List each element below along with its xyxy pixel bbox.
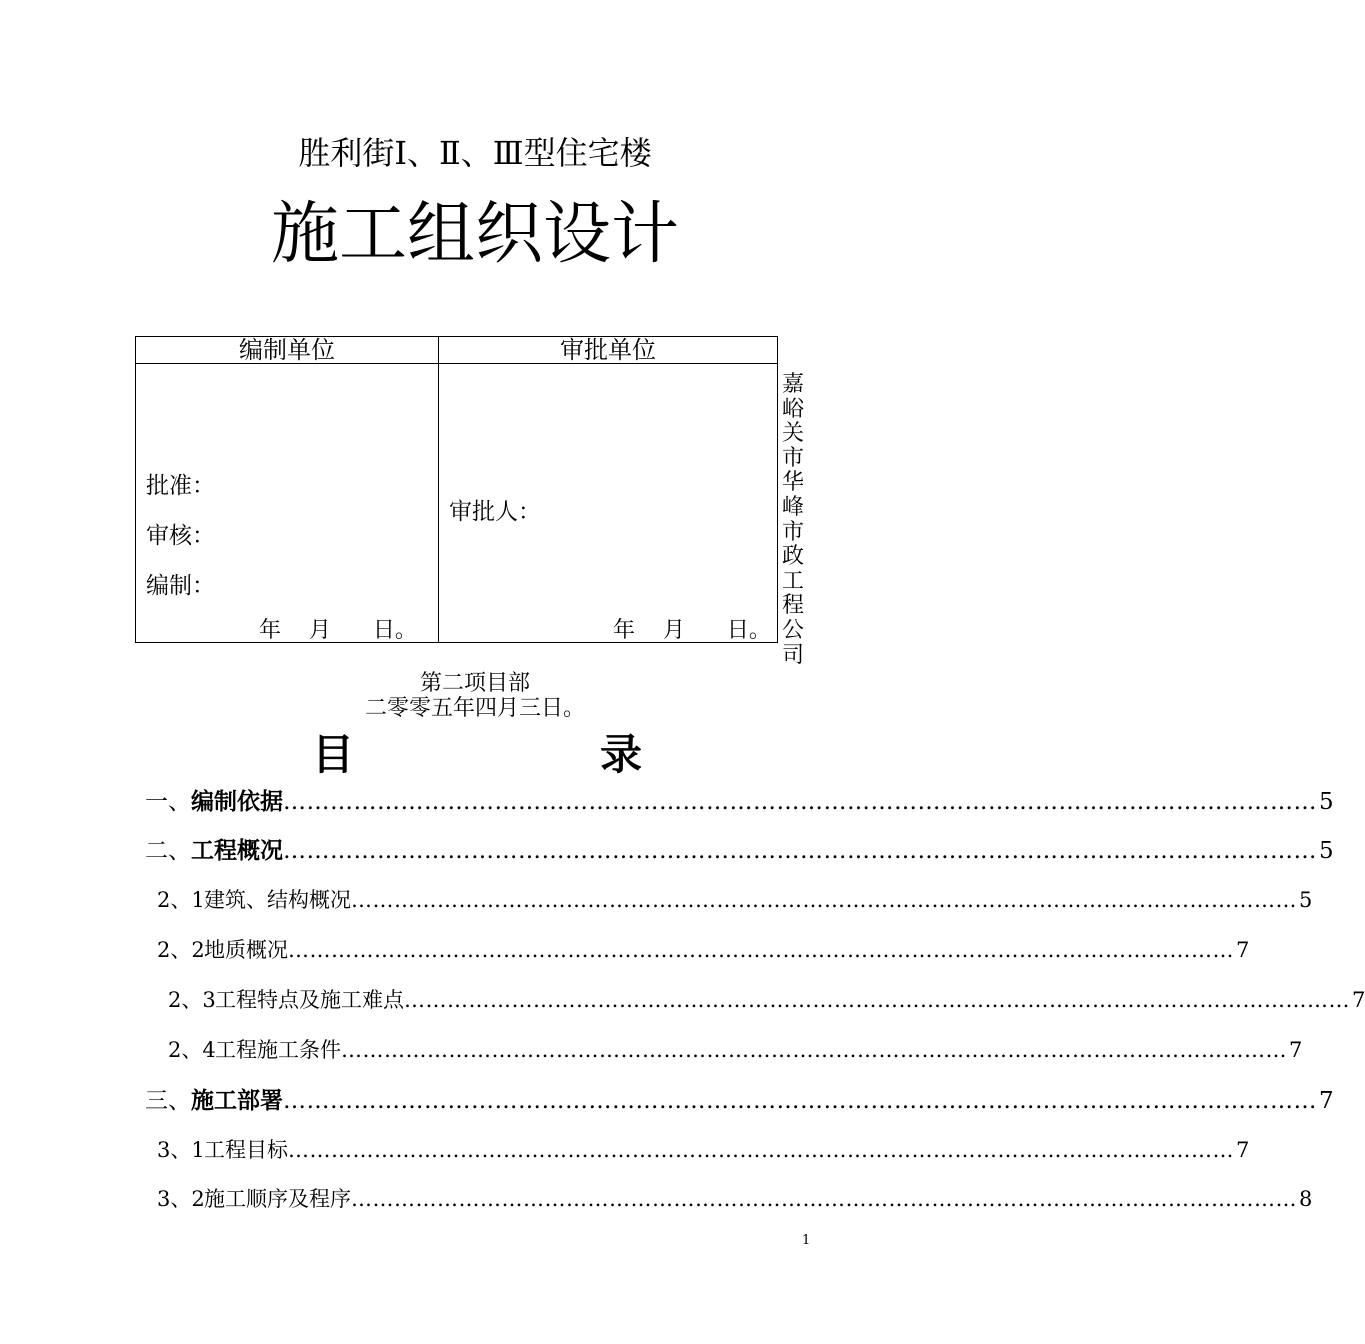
approver-label: 审批人： <box>449 499 541 525</box>
toc-item-title: 工程概况 <box>191 838 283 864</box>
toc-leader-dots: …………………………………………………………………………………………………………………… <box>351 888 1297 912</box>
toc-item-number: 2、1 <box>157 888 205 912</box>
toc-item-title: 工程特点及施工难点 <box>215 988 404 1012</box>
toc-heading-left: 目 <box>312 730 355 779</box>
page-number: 1 <box>802 1233 811 1248</box>
toc-leader-dots: …………………………………………………………………………………………………………………… <box>341 1038 1287 1062</box>
toc-item[interactable] <box>168 984 1365 1014</box>
approve-label: 批准： <box>146 473 215 499</box>
document-subtitle: 胜利街Ⅰ、Ⅱ、Ⅲ型住宅楼 <box>298 134 652 172</box>
toc-leader-dots: …………………………………………………………………………………………………………………… <box>283 1088 1317 1114</box>
approve-date: 年 月 日。 <box>613 618 771 643</box>
toc-item-title: 施工部署 <box>191 1088 283 1114</box>
compile-date: 年 月 日。 <box>259 618 417 643</box>
toc-item-title: 工程目标 <box>204 1138 288 1162</box>
toc-item[interactable] <box>145 783 1334 816</box>
toc-item-number: 三、 <box>145 1088 191 1114</box>
review-label: 审核： <box>146 523 215 549</box>
toc-item-title: 建筑、结构概况 <box>204 888 351 912</box>
toc-item[interactable] <box>145 1082 1334 1115</box>
toc-item-number: 3、2 <box>157 1187 205 1211</box>
toc-item-number: 3、1 <box>157 1138 205 1162</box>
toc-item-page: 5 <box>1319 838 1334 864</box>
toc-item-number: 一、 <box>145 789 191 815</box>
toc-item-page: 7 <box>1289 1038 1303 1062</box>
toc-item[interactable] <box>157 884 1313 914</box>
toc-item-title: 地质概况 <box>204 938 288 962</box>
toc-item-page: 8 <box>1299 1187 1313 1211</box>
approving-unit-header: 审批单位 <box>439 337 778 364</box>
toc-leader-dots: …………………………………………………………………………………………………………………… <box>283 789 1317 815</box>
toc-item-title: 工程施工条件 <box>215 1038 341 1062</box>
compiling-unit-cell <box>136 364 439 643</box>
compile-label: 编制： <box>146 573 215 599</box>
toc-item[interactable] <box>157 1134 1250 1164</box>
approving-unit-cell <box>439 364 778 643</box>
toc-item[interactable] <box>168 1034 1303 1064</box>
toc-item-title: 编制依据 <box>191 789 283 815</box>
toc-item-page: 7 <box>1319 1088 1334 1114</box>
toc-item-number: 2、4 <box>168 1038 216 1062</box>
toc-item-number: 二、 <box>145 838 191 864</box>
company-name-vertical: 嘉峪关市华峰市政工程公司 <box>782 372 805 668</box>
toc-item-number: 2、2 <box>157 938 205 962</box>
toc-item-number: 2、3 <box>168 988 216 1012</box>
toc-leader-dots: …………………………………………………………………………………………………………………… <box>288 1138 1234 1162</box>
toc-item-page: 7 <box>1352 988 1365 1012</box>
toc-item-page: 5 <box>1319 789 1334 815</box>
document-title: 施工组织设计 <box>270 195 679 274</box>
toc-item[interactable] <box>157 934 1250 964</box>
document-date: 二零零五年四月三日。 <box>364 696 585 721</box>
toc-item[interactable] <box>145 832 1334 865</box>
toc-leader-dots: …………………………………………………………………………………………………………………… <box>404 988 1350 1012</box>
toc-item-page: 7 <box>1236 938 1250 962</box>
toc-leader-dots: …………………………………………………………………………………………………………………… <box>351 1187 1297 1211</box>
toc-item-page: 7 <box>1236 1138 1250 1162</box>
department-name: 第二项目部 <box>419 671 530 696</box>
compiling-unit-header: 编制单位 <box>136 337 439 364</box>
toc-item-title: 施工顺序及程序 <box>204 1187 351 1211</box>
approval-table <box>135 336 778 643</box>
toc-item[interactable] <box>157 1183 1313 1213</box>
toc-heading-right: 录 <box>600 730 643 779</box>
toc-leader-dots: …………………………………………………………………………………………………………………… <box>283 838 1317 864</box>
toc-item-page: 5 <box>1299 888 1313 912</box>
toc-leader-dots: …………………………………………………………………………………………………………………… <box>288 938 1234 962</box>
